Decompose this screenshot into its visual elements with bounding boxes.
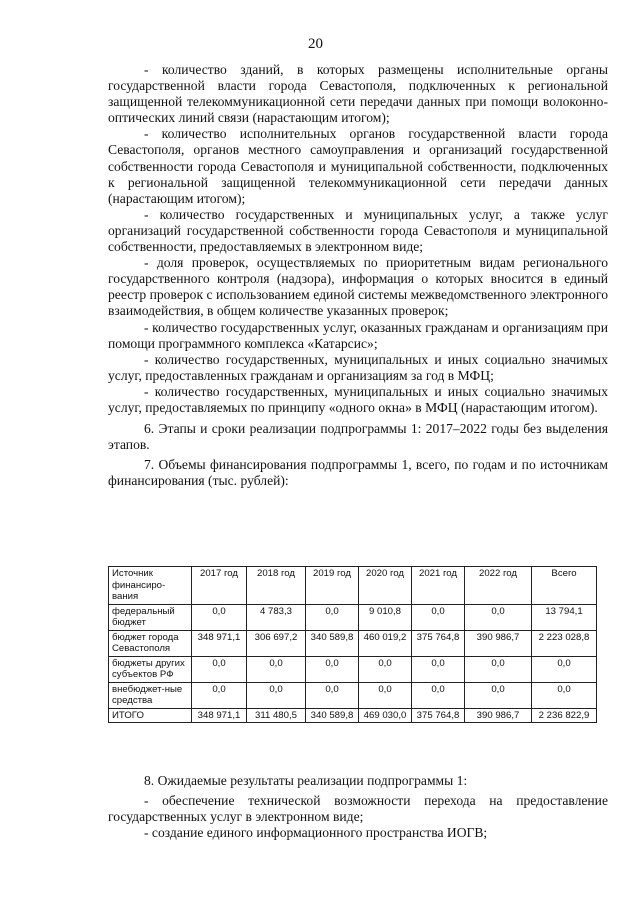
section-8-title: 8. Ожидаемые результаты реализации подпрограммы 1:: [144, 773, 468, 788]
table-cell: бюджет города Севастополя: [109, 630, 192, 656]
table-cell: 390 986,7: [465, 630, 532, 656]
table-cell: внебюджет-ные средства: [109, 682, 192, 708]
bullet-paragraph: - количество зданий, в которых размещены исполнительные органы государственной власти города Севастополя, подключенных к региональной защищенной телекоммуникационной сети передачи данных при помощи волоконно-оптических линий связи (нарастающим итогом);: [108, 62, 608, 126]
page-number: 20: [308, 36, 323, 52]
body-text: [108, 62, 608, 489]
table-cell: 0,0: [412, 604, 465, 630]
table-cell: 0,0: [465, 604, 532, 630]
table-cell: 0,0: [306, 604, 359, 630]
table-header-cell: 2018 год: [247, 567, 306, 605]
section-7-paragraph: 7. Объемы финансирования подпрограммы 1, всего, по годам и по источникам финансирования (тыс. рублей):: [108, 457, 608, 489]
bullet-paragraph: - обеспечение технической возможности перехода на предоставление государственных услуг в электронном виде;: [108, 793, 608, 825]
section-8: [108, 773, 608, 841]
table-cell: 469 030,0: [359, 708, 412, 723]
table-header-cell: Всего: [532, 567, 597, 605]
financing-table: [108, 566, 597, 723]
table-cell: 0,0: [192, 604, 247, 630]
table-cell: 2 236 822,9: [532, 708, 597, 723]
table-cell: 0,0: [247, 682, 306, 708]
table-cell: 0,0: [192, 682, 247, 708]
table-cell: 460 019,2: [359, 630, 412, 656]
table-cell: 0,0: [412, 656, 465, 682]
table-header-row: [109, 567, 597, 605]
table-cell: 375 764,8: [412, 630, 465, 656]
table-header-cell: 2020 год: [359, 567, 412, 605]
table-header-cell: Источник финансиро-вания: [109, 567, 192, 605]
table-row: [109, 604, 597, 630]
table-cell: 0,0: [359, 682, 412, 708]
table-header-cell: 2017 год: [192, 567, 247, 605]
table-header-cell: 2019 год: [306, 567, 359, 605]
bullet-paragraph: - количество государственных и муниципальных услуг, а также услуг организаций государственной собственности города Севастополя и муниципальной собственности, предоставляемых в электронном виде;: [108, 206, 608, 255]
table-cell: 311 480,5: [247, 708, 306, 723]
table-cell: 0,0: [532, 656, 597, 682]
table-total-row: [109, 708, 597, 723]
table-cell: 0,0: [306, 656, 359, 682]
table-cell: 0,0: [247, 656, 306, 682]
table-cell: 2 223 028,8: [532, 630, 597, 656]
section-6-paragraph: 6. Этапы и сроки реализации подпрограммы 1: 2017–2022 годы без выделения этапов.: [108, 421, 608, 453]
table-row: [109, 630, 597, 656]
table-cell: 340 589,8: [306, 708, 359, 723]
table-cell: 0,0: [306, 682, 359, 708]
table-cell: 348 971,1: [192, 708, 247, 723]
table-cell: 13 794,1: [532, 604, 597, 630]
table-cell: 0,0: [359, 656, 412, 682]
table-cell: 375 764,8: [412, 708, 465, 723]
table-row: [109, 656, 597, 682]
bullet-paragraph: - создание единого информационного пространства ИОГВ;: [144, 825, 488, 841]
table-cell: федеральный бюджет: [109, 604, 192, 630]
table-cell: 4 783,3: [247, 604, 306, 630]
table-cell: 0,0: [465, 656, 532, 682]
table-cell: 306 697,2: [247, 630, 306, 656]
table-row: [109, 682, 597, 708]
table-cell: бюджеты других субъектов РФ: [109, 656, 192, 682]
bullet-paragraph: - доля проверок, осуществляемых по приоритетным видам регионального государственного контроля (надзора), информация о которых вносится в единый реестр проверок с использованием единой системы межведомственного электронного взаимодействия, в общем количестве указанных проверок;: [108, 255, 608, 319]
bullet-paragraph: - количество государственных, муниципальных и иных социально значимых услуг, предоставляемых по принципу «одного окна» в МФЦ (нарастающим итогом).: [108, 383, 608, 415]
table-header-cell: 2022 год: [465, 567, 532, 605]
bullet-paragraph: - количество исполнительных органов государственной власти города Севастополя, органов местного самоуправления и организаций государственной собственности города Севастополя и муниципальной собственности, подключенных к региональной защищенной телекоммуникационной сети передачи данных (нарастающим итогом);: [108, 126, 608, 206]
bullet-paragraph: - количество государственных, муниципальных и иных социально значимых услуг, предоставленных гражданам и организациям за год в МФЦ;: [108, 351, 608, 383]
table-cell: 390 986,7: [465, 708, 532, 723]
table-cell: 340 589,8: [306, 630, 359, 656]
bullet-paragraph: - количество государственных услуг, оказанных гражданам и организациям при помощи программного комплекса «Катарсис»;: [108, 319, 608, 351]
table-cell: 9 010,8: [359, 604, 412, 630]
table-header-cell: 2021 год: [412, 567, 465, 605]
table-cell: 0,0: [412, 682, 465, 708]
table-cell: 0,0: [532, 682, 597, 708]
table-cell: 0,0: [465, 682, 532, 708]
table-cell: 0,0: [192, 656, 247, 682]
table-cell: 348 971,1: [192, 630, 247, 656]
table-cell: ИТОГО: [109, 708, 192, 723]
